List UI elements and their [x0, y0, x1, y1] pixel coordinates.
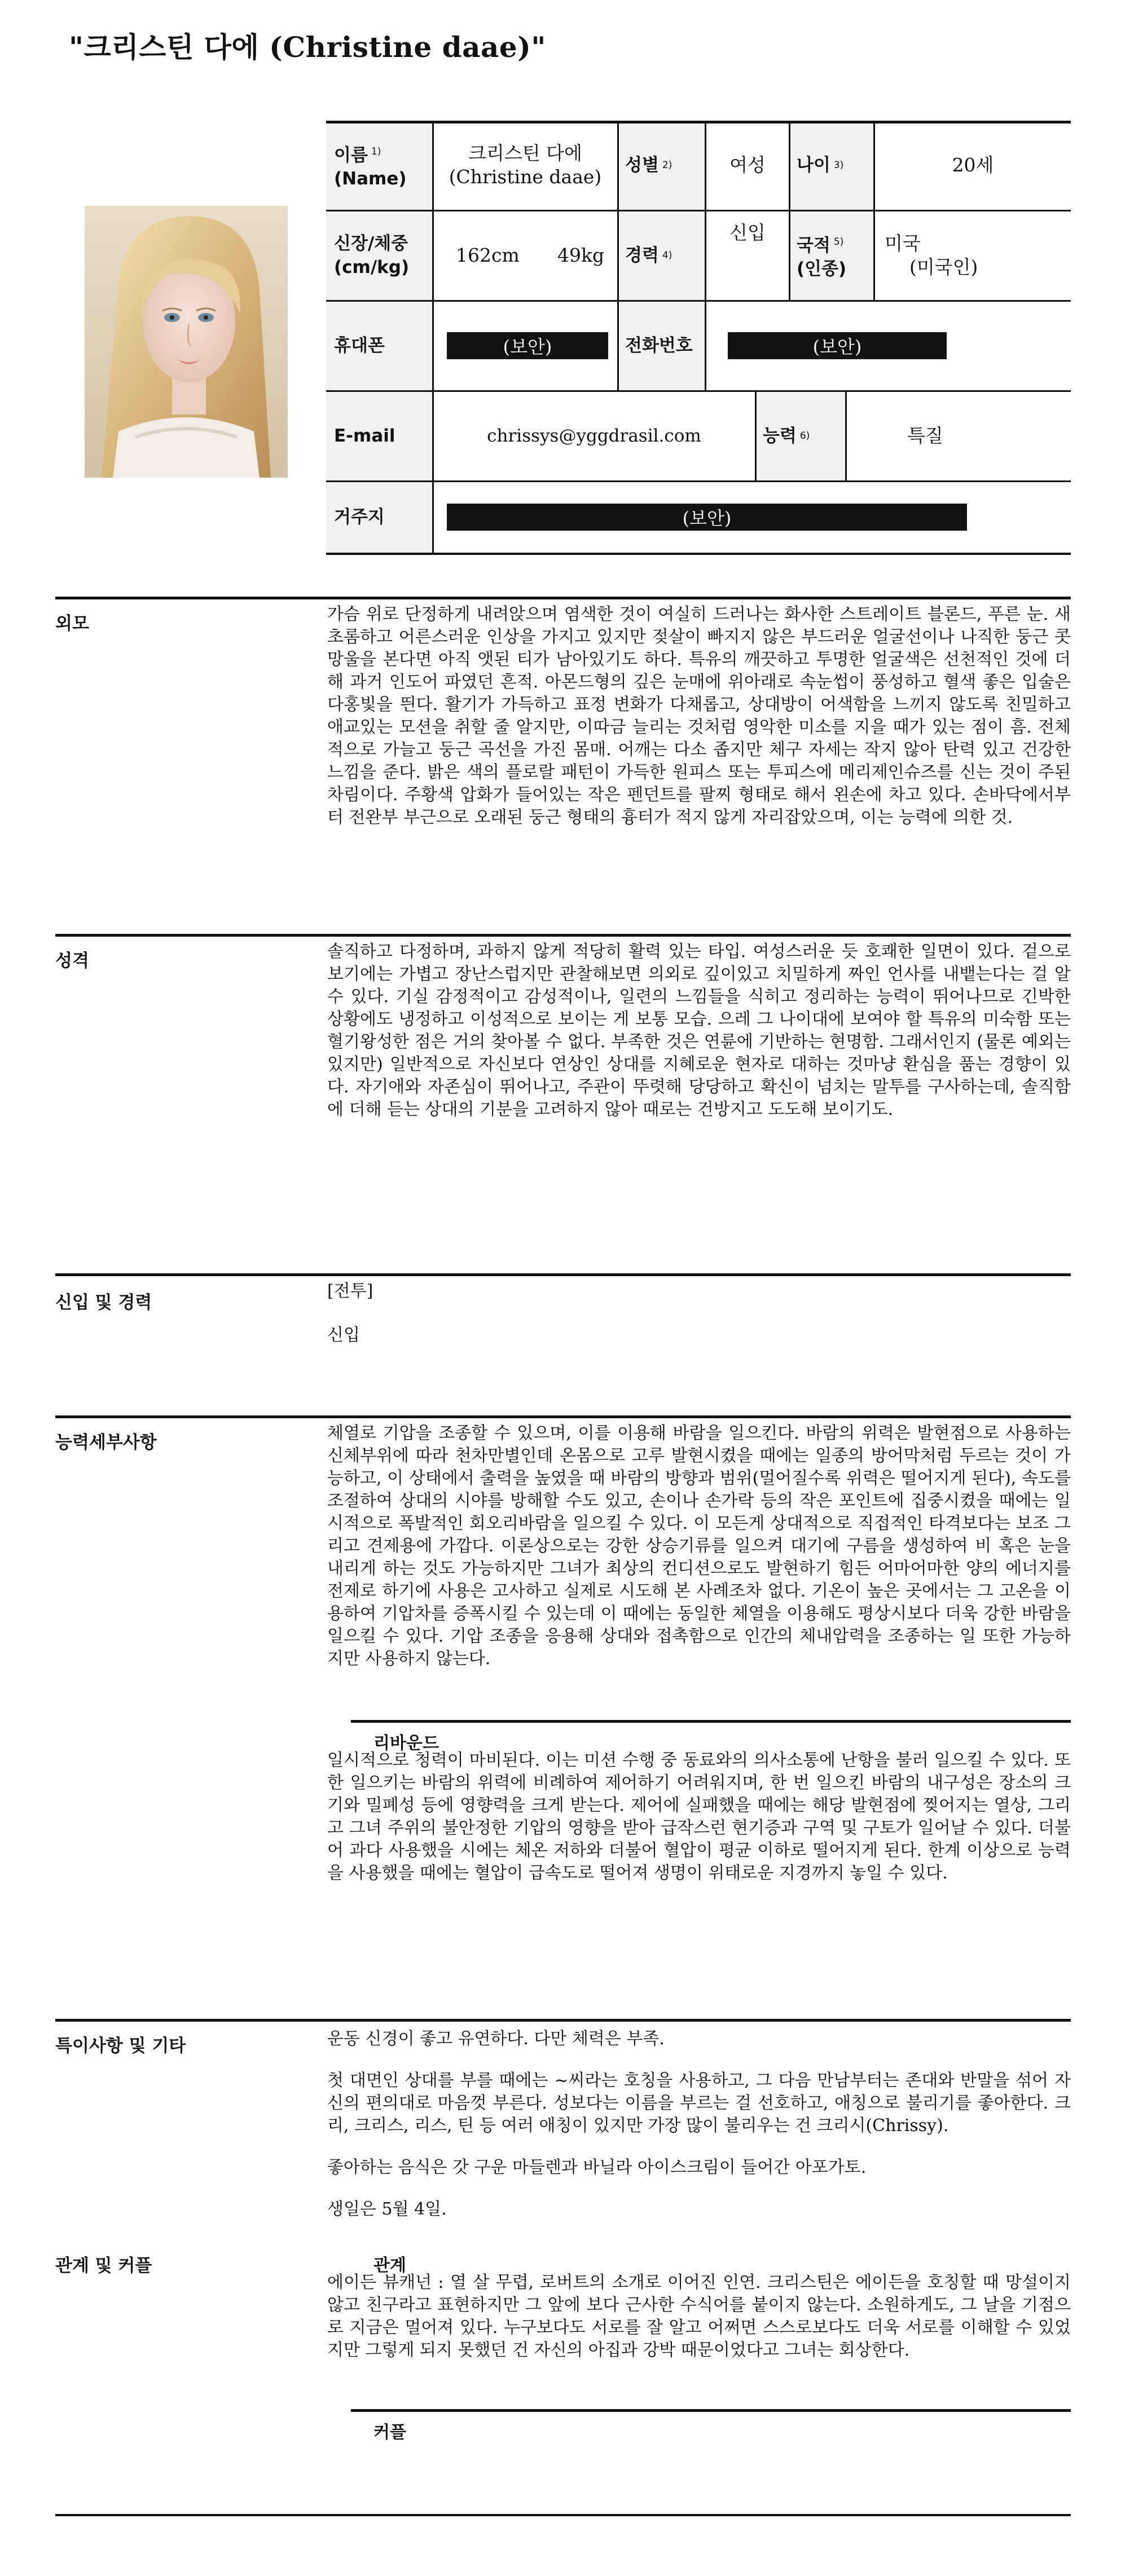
appearance-body: 가슴 위로 단정하게 내려앉으며 염색한 것이 여실히 드러나는 화사한 스트레이트 블론드, 푸른 눈. 새초롬하고 어른스러운 인상을 가지고 있지만 젖살이 빠지지 않은 부드러운 얼굴선이나 나직한 둥근 콧망울을 본다면 아직 앳된 티가 남아있기도 하다. 특유의 깨끗하고 투명한 얼굴색은 선천적인 것에 더해 과거 인도어 파였던 흔적. 아몬드형의 깊은 눈매에 위아래로 속눈썹이 풍성하고 혈색 좋은 입술은 다홍빛을 띈다. 활기가 가득하고 표정 변화가 다채롭고, 상대방이 어색함을 느끼지 않도록 친밀하고 애교있는 모션을 취할 줄 알지만, 이따금 늘리는 것처럼 영악한 미소를 지을 때가 있는 점이 흠. 전체적으로 가늘고 둥근 곡선을 가진 몸매. 어깨는 다소 좁지만 체구 자세는 작지 않아 탄력 있고 건강한 느낌을 준다. 밝은 색의 플로랄 패턴이 가득한 원피스 또는 투피스에 메리제인슈즈를 신는 것이 주된 차림이다. 주황색 압화가 들어있는 작은 펜던트를 팔찌 형태로 해서 왼손에 차고 있다. 손바닥에서부터 전완부 부근으로 오래된 둥근 형태의 흉터가 적지 않게 자리잡았으며, 이는 능력에 의한 것. [327, 605, 1071, 827]
height-value: 162cm [456, 244, 520, 266]
misc-section [55, 2019, 1071, 2233]
career-section [55, 1273, 1071, 1403]
telephone-label: 전화번호 [625, 336, 693, 356]
relation-body: 에이든 뷰캐넌 : 열 살 무렵, 로버트의 소개로 이어진 인연. 크리스틴은 에이든을 호칭할 때 망설이지 않고 친구라고 표현하지만 그 앞에 보다 근사한 수식어를 붙이지 않는다. 소원하게도, 그 날을 기점으로 지금은 멀어져 있다. 누구보다도 서로를 잘 알고 어쩌면 스스로보다도 더욱 서로를 이해할 수 있었지만 그렇게 되지 못했던 건 자신의 아집과 강박 때문이었다고 그녀는 회상한다. [327, 2273, 1071, 2360]
personality-title: 성격 [55, 951, 89, 971]
rebound-body: 일시적으로 청력이 마비된다. 이는 미션 수행 중 동료와의 의사소통에 난항을 불러 일으킬 수 있다. 또한 일으키는 바람의 위력에 비례하여 제어하기 어려워지며, 한 번 일으킨 바람의 내구성은 장소의 크기와 밀폐성 등에 영향력을 크게 받는다. 제어에 실패했을 때에는 해당 발현점에 찢어지는 열상, 그리고 그녀 주위의 불안정한 기압의 영향을 받아 급작스런 현기증과 구역 및 구토가 일어날 수 있다. 더불어 과다 사용했을 시에는 체온 저하와 더불어 혈압이 평균 이하로 떨어지게 된다. 한계 이상으로 능력을 사용했을 때에는 혈압이 급속도로 떨어져 생명이 위태로운 지경까지 놓일 수 있다. [327, 1750, 1071, 1883]
career-body: 신입 [327, 1325, 360, 1345]
rebound-title: 리바운드 [373, 1733, 439, 1753]
ability-section [55, 1415, 1071, 2008]
mobile-redacted-bar: (보안) [447, 332, 608, 359]
appearance-title: 외모 [55, 614, 89, 634]
personality-body: 솔직하고 다정하며, 과하지 않게 적당히 활력 있는 타입. 여성스러운 듯 호쾌한 일면이 있다. 겉으로 보기에는 가볍고 장난스럽지만 관찰해보면 의외로 깊이있고 치밀하게 짜인 언사를 내뱉는다는 걸 알 수 있다. 기실 감정적이고 감성적이나, 일련의 느낌들을 식히고 정리하는 능력이 뛰어나므로 긴박한 상황에도 냉정하고 이성적으로 보이는 게 보통 모습. 으레 그 나이대에 보여야 할 특유의 미숙함 또는 혈기왕성한 점은 거의 찾아볼 수 없다. 부족한 것은 연륜에 기반하는 현명함. 그래서인지 (물론 예외는 있지만) 일반적으로 자신보다 연상인 상대를 지혜로운 현자로 대하는 것마냥 환심을 품는 경향이 있다. 자기애와 자존심이 뛰어나고, 주관이 뚜렷해 당당하고 확신이 넘치는 말투를 구사하는데, 솔직함에 더해 듣는 상대의 기분을 고려하지 않아 때로는 건방지고 도도해 보이기도. [327, 942, 1071, 1119]
ability-title: 능력세부사항 [55, 1432, 157, 1453]
couple-subtitle: 커플 [373, 2423, 406, 2442]
profile-table [326, 121, 1071, 556]
couple-divider [351, 2409, 1071, 2412]
name-label: 이름 $^{1)}$ (Name) [334, 145, 407, 189]
gender-label: 성별 2) [625, 155, 672, 175]
mobile-label: 휴대폰 [334, 336, 385, 356]
misc-para-3: 좋아하는 음식은 갓 구운 마들렌과 바닐라 아이스크림이 들어간 아포가토. [327, 2158, 867, 2177]
profile-photo [85, 206, 288, 478]
relation-subtitle: 관계 [373, 2256, 406, 2275]
weight-value: 49kg [557, 244, 605, 266]
ability-label: 능력 6) [763, 426, 810, 446]
career-label: 경력 4) [625, 245, 672, 266]
misc-para-1: 운동 신경이 좋고 유연하다. 다만 체력은 부족. [327, 2029, 665, 2049]
relations-title: 관계 및 커플 [55, 2256, 152, 2276]
relations-section [55, 2250, 1071, 2521]
address-cell [447, 482, 977, 553]
rebound-divider [351, 1720, 1071, 1723]
telephone-redacted-bar: (보안) [728, 332, 947, 359]
age-value: 20세 [952, 154, 994, 176]
misc-para-2: 첫 대면인 상대를 부를 때에는 ~씨라는 호칭을 사용하고, 그 다음 만남부터는 존대와 반말을 섞어 자신의 편의대로 마음껏 부른다. 성보다는 이름을 부르는 걸 선호하고, 애칭으로 불리기를 좋아한다. 크리, 크리스, 리스, 틴 등 여러 애칭이 있지만 가장 많이 불리우는 건 크리시(Chrissy). [327, 2071, 1071, 2136]
career-title: 신입 및 경력 [55, 1293, 152, 1313]
gender-value: 여성 [729, 154, 766, 176]
misc-para-4: 생일은 5월 4일. [327, 2199, 447, 2219]
nationality-label: 국적 $^{5)}$ (인종) [797, 235, 847, 280]
age-label: 나이 3) [797, 155, 844, 175]
bottom-divider [55, 2514, 1071, 2516]
email-label: E-mail [334, 426, 395, 446]
ability-value: 특질 [907, 425, 943, 447]
name-value: 크리스틴 다에 (Christine daae) [449, 142, 602, 188]
telephone-cell [728, 301, 953, 390]
mobile-cell [447, 301, 610, 390]
career-tag: [전투] [327, 1281, 373, 1301]
career-value: 신입 [729, 222, 766, 244]
nationality-value: 미국 (미국인) [885, 232, 978, 278]
personality-section [55, 934, 1071, 1261]
document-title: "크리스틴 다에 (Christine daae)" [69, 30, 546, 64]
ability-body: 체열로 기압을 조종할 수 있으며, 이를 이용해 바람을 일으킨다. 바람의 위력은 발현점으로 사용하는 신체부위에 따라 천차만별인데 온몸으로 고루 발현시켰을 때에는 일종의 방어막처럼 두르는 것이 가능하고, 이 상태에서 출력을 높였을 때 바람의 방향과 범위(멀어질수록 위력은 떨어지게 된다), 속도를 조절하여 상대의 시야를 방해할 수도 있고, 손이나 손가락 등의 작은 포인트에 집중시켰을 때에는 일시적으로 폭발적인 회오리바람을 일으킬 수 있다. 이 모든게 상대적으로 직접적인 타격보다는 보조 그리고 견제용에 가깝다. 이론상으로는 강한 상승기류를 일으켜 대기에 구름을 생성하여 비 혹은 눈을 내리게 하는 것도 가능하지만 그녀가 최상의 컨디션으로도 발현하기 힘든 어마어마한 양의 에너지를 전제로 하기에 사용은 고사하고 실제로 시도해 본 사례조차 없다. 기온이 높은 곳에서는 그 고온을 이용하여 기압차를 증폭시킬 수 있는데 이 때에는 동일한 체열을 이용해도 평상시보다 더욱 강한 바람을 일으킬 수 있다. 기압 조종을 응용해 상대와 접촉함으로 인간의 체내압력을 조종하는 일 또한 가능하지만 사용하지 않는다. [327, 1423, 1071, 1669]
address-label: 거주지 [334, 507, 385, 527]
appearance-section [55, 597, 1071, 912]
address-redacted-bar: (보안) [447, 504, 967, 531]
misc-body [327, 2028, 1071, 2221]
email-value: chrissys@yggdrasil.com [487, 426, 701, 446]
misc-title: 특이사항 및 기타 [55, 2036, 186, 2056]
height-weight-label: 신장/체중 (cm/kg) [334, 233, 410, 277]
